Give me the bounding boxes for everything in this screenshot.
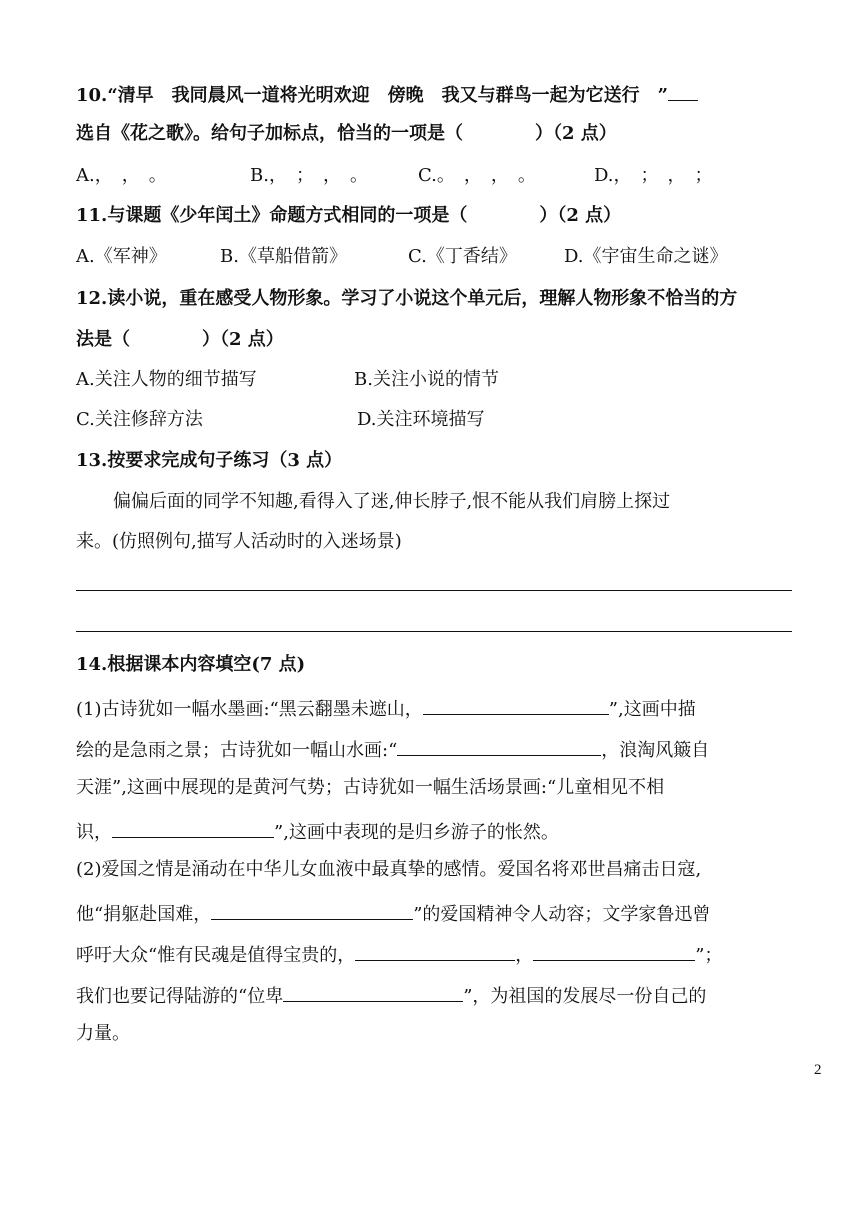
q14-blank-7[interactable]: [283, 981, 463, 1002]
q14-blank-5[interactable]: [355, 940, 515, 961]
q13-answer-line-1[interactable]: [76, 590, 792, 591]
q10-stem-line1: [76, 80, 698, 108]
q10-points: ）（2 点）: [535, 123, 617, 144]
q14-p2-line5: 力量。: [76, 1023, 130, 1044]
q12-points: ）（2 点）: [202, 329, 284, 350]
q14-blank-4[interactable]: [211, 899, 413, 920]
q13-answer-line-2[interactable]: [76, 631, 792, 632]
q13-title: 13.按要求完成句子练习（3 点）: [76, 450, 343, 471]
q10-stem-text2: 选自《花之歌》。给句子加标点，恰当的一项是（: [76, 123, 463, 144]
q10-stem-text: 10.“清早 我同晨风一道将光明欢迎 傍晚 我又与群鸟一起为它送行 ”: [76, 85, 669, 106]
q12-stem-line2: 法是（ ）（2 点）: [76, 329, 284, 350]
q10-answer-blank[interactable]: [668, 80, 698, 101]
q14-p1-line3: 天涯”,这画中展现的是黄河气势；古诗犹如一幅生活场景画:“儿童相见不相: [76, 777, 665, 798]
q11-option-d[interactable]: D.《宇宙生命之谜》: [564, 246, 728, 267]
q11-stem: [76, 204, 621, 228]
q14-blank-6[interactable]: [533, 940, 695, 961]
q11-option-b[interactable]: B.《草船借箭》: [220, 246, 347, 267]
q14-p2-line2: 他“捐躯赴国难， ”的爱国精神令人动容；文学家鲁迅曾: [76, 899, 710, 927]
q11-option-a[interactable]: A.《军神》: [76, 246, 167, 267]
q14-blank-1[interactable]: [423, 694, 609, 715]
q14-p2-line4: 我们也要记得陆游的“位卑 ”，为祖国的发展尽一份自己的: [76, 981, 706, 1009]
q12-option-d[interactable]: D.关注环境描写: [357, 409, 485, 430]
q10-option-c[interactable]: C.。 ， ， 。: [418, 165, 536, 186]
q14-p1-line1: (1)古诗犹如一幅水墨画:“黑云翻墨未遮山， ”,这画中描: [76, 694, 696, 722]
q13-example-line1: 偏偏后面的同学不知趣,看得入了迷,伸长脖子,恨不能从我们肩膀上探过: [113, 491, 671, 512]
q12-option-b[interactable]: B.关注小说的情节: [354, 369, 499, 390]
q11-stem-text: 11.与课题《少年闰土》命题方式相同的一项是（: [76, 205, 468, 226]
q14-title: 14.根据课本内容填空(7 点): [76, 654, 306, 675]
q14-blank-2[interactable]: [397, 735, 601, 756]
page-number: 2: [814, 1062, 822, 1078]
q14-blank-3[interactable]: [112, 817, 274, 838]
q12-option-a[interactable]: A.关注人物的细节描写: [76, 369, 257, 390]
q10-stem-line2: [76, 122, 617, 146]
q10-option-d[interactable]: D.， ； ， ；: [594, 165, 713, 186]
q12-option-c[interactable]: C.关注修辞方法: [76, 409, 203, 430]
q14-p2-line1: (2)爱国之情是涌动在中华儿女血液中最真挚的感情。爱国名将邓世昌痛击日寇,: [76, 859, 702, 880]
q14-p1-line4: 识， ”,这画中表现的是归乡游子的怅然。: [76, 817, 559, 845]
q10-option-a[interactable]: A.， ， 。: [76, 165, 167, 186]
q11-option-c[interactable]: C.《丁香结》: [408, 246, 517, 267]
q12-stem-line1: 12.读小说，重在感受人物形象。学习了小说这个单元后，理解人物形象不恰当的方: [76, 288, 738, 309]
q13-example-line2: 来。(仿照例句,描写人活动时的入迷场景): [76, 531, 402, 552]
q10-option-b[interactable]: B.， ； ， 。: [250, 165, 368, 186]
q14-p1-line2: 绘的是急雨之景；古诗犹如一幅山水画:“ ，浪淘风簸自: [76, 735, 709, 763]
q11-points: ）（2 点）: [539, 205, 622, 226]
q14-p2-line3: 呼吁大众“惟有民魂是值得宝贵的， ， ”；: [76, 940, 722, 968]
